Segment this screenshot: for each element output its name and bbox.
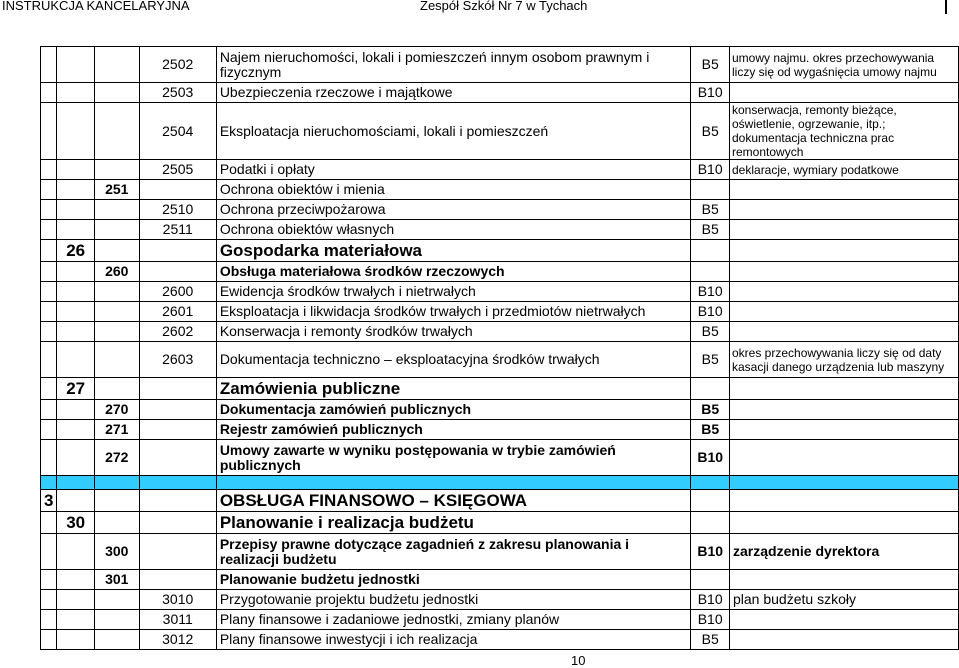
table-row: 2505 Podatki i opłaty B10 deklaracje, wymiary podatkowe — [41, 160, 959, 180]
header-bar — [945, 0, 947, 14]
header-center: Zespół Szkół Nr 7 w Tychach — [420, 0, 588, 13]
table-row: 251 Ochrona obiektów i mienia — [41, 180, 959, 200]
table-row: 2603 Dokumentacja techniczno – eksploatacyjna środków trwałych B5 okres przechowywania liczy się od daty kasacji danego urządzenia lub maszyny — [41, 342, 959, 378]
table-row: 301 Planowanie budżetu jednostki — [41, 570, 959, 590]
header-left: INSTRUKCJA KANCELARYJNA — [2, 0, 190, 13]
table-row: 271 Rejestr zamówień publicznych B5 — [41, 420, 959, 440]
table-row: 300 Przepisy prawne dotyczące zagadnień z zakresu planowania i realizacji budżetu B10 zarządzenie dyrektora — [41, 534, 959, 570]
table-row: 3010 Przygotowanie projektu budżetu jednostki B10 plan budżetu szkoły — [41, 590, 959, 610]
table-row: 3011 Plany finansowe i zadaniowe jednostki, zmiany planów B10 — [41, 610, 959, 630]
table-row: 2502 Najem nieruchomości, lokali i pomieszczeń innym osobom prawnym i fizycznym B5 umowy najmu. okres przechowywania liczy się od wygaśnięcia umowy najmu — [41, 47, 959, 83]
table-row: 2510 Ochrona przeciwpożarowa B5 — [41, 200, 959, 220]
table-row: 2504 Eksploatacja nieruchomościami, lokali i pomieszczeń B5 konserwacja, remonty bieżące, oświetlenie, ogrzewanie, itp.; dokumentacja techniczna prac remontowych — [41, 103, 959, 160]
highlight-band — [41, 476, 959, 490]
page-header — [0, 0, 959, 14]
table-row: 2511 Ochrona obiektów własnych B5 — [41, 220, 959, 240]
table-row: 27 Zamówienia publiczne — [41, 378, 959, 400]
table-row: 2602 Konserwacja i remonty środków trwałych B5 — [41, 322, 959, 342]
table-row: 270 Dokumentacja zamówień publicznych B5 — [41, 400, 959, 420]
table-row: 2503 Ubezpieczenia rzeczowe i majątkowe B10 — [41, 83, 959, 103]
records-table — [40, 46, 959, 650]
table-row: 3 OBSŁUGA FINANSOWO – KSIĘGOWA — [41, 490, 959, 512]
table-row: 272 Umowy zawarte w wyniku postępowania w trybie zamówień publicznych B10 — [41, 440, 959, 476]
table-row: 26 Gospodarka materiałowa — [41, 240, 959, 262]
table-row: 3012 Plany finansowe inwestycji i ich realizacja B5 — [41, 630, 959, 650]
table-row: 2601 Eksploatacja i likwidacja środków trwałych i przedmiotów nietrwałych B10 — [41, 302, 959, 322]
table-row: 30 Planowanie i realizacja budżetu — [41, 512, 959, 534]
table-row: 2600 Ewidencja środków trwałych i nietrwałych B10 — [41, 282, 959, 302]
page-number: 10 — [571, 653, 586, 668]
table-row: 260 Obsługa materiałowa środków rzeczowych — [41, 262, 959, 282]
